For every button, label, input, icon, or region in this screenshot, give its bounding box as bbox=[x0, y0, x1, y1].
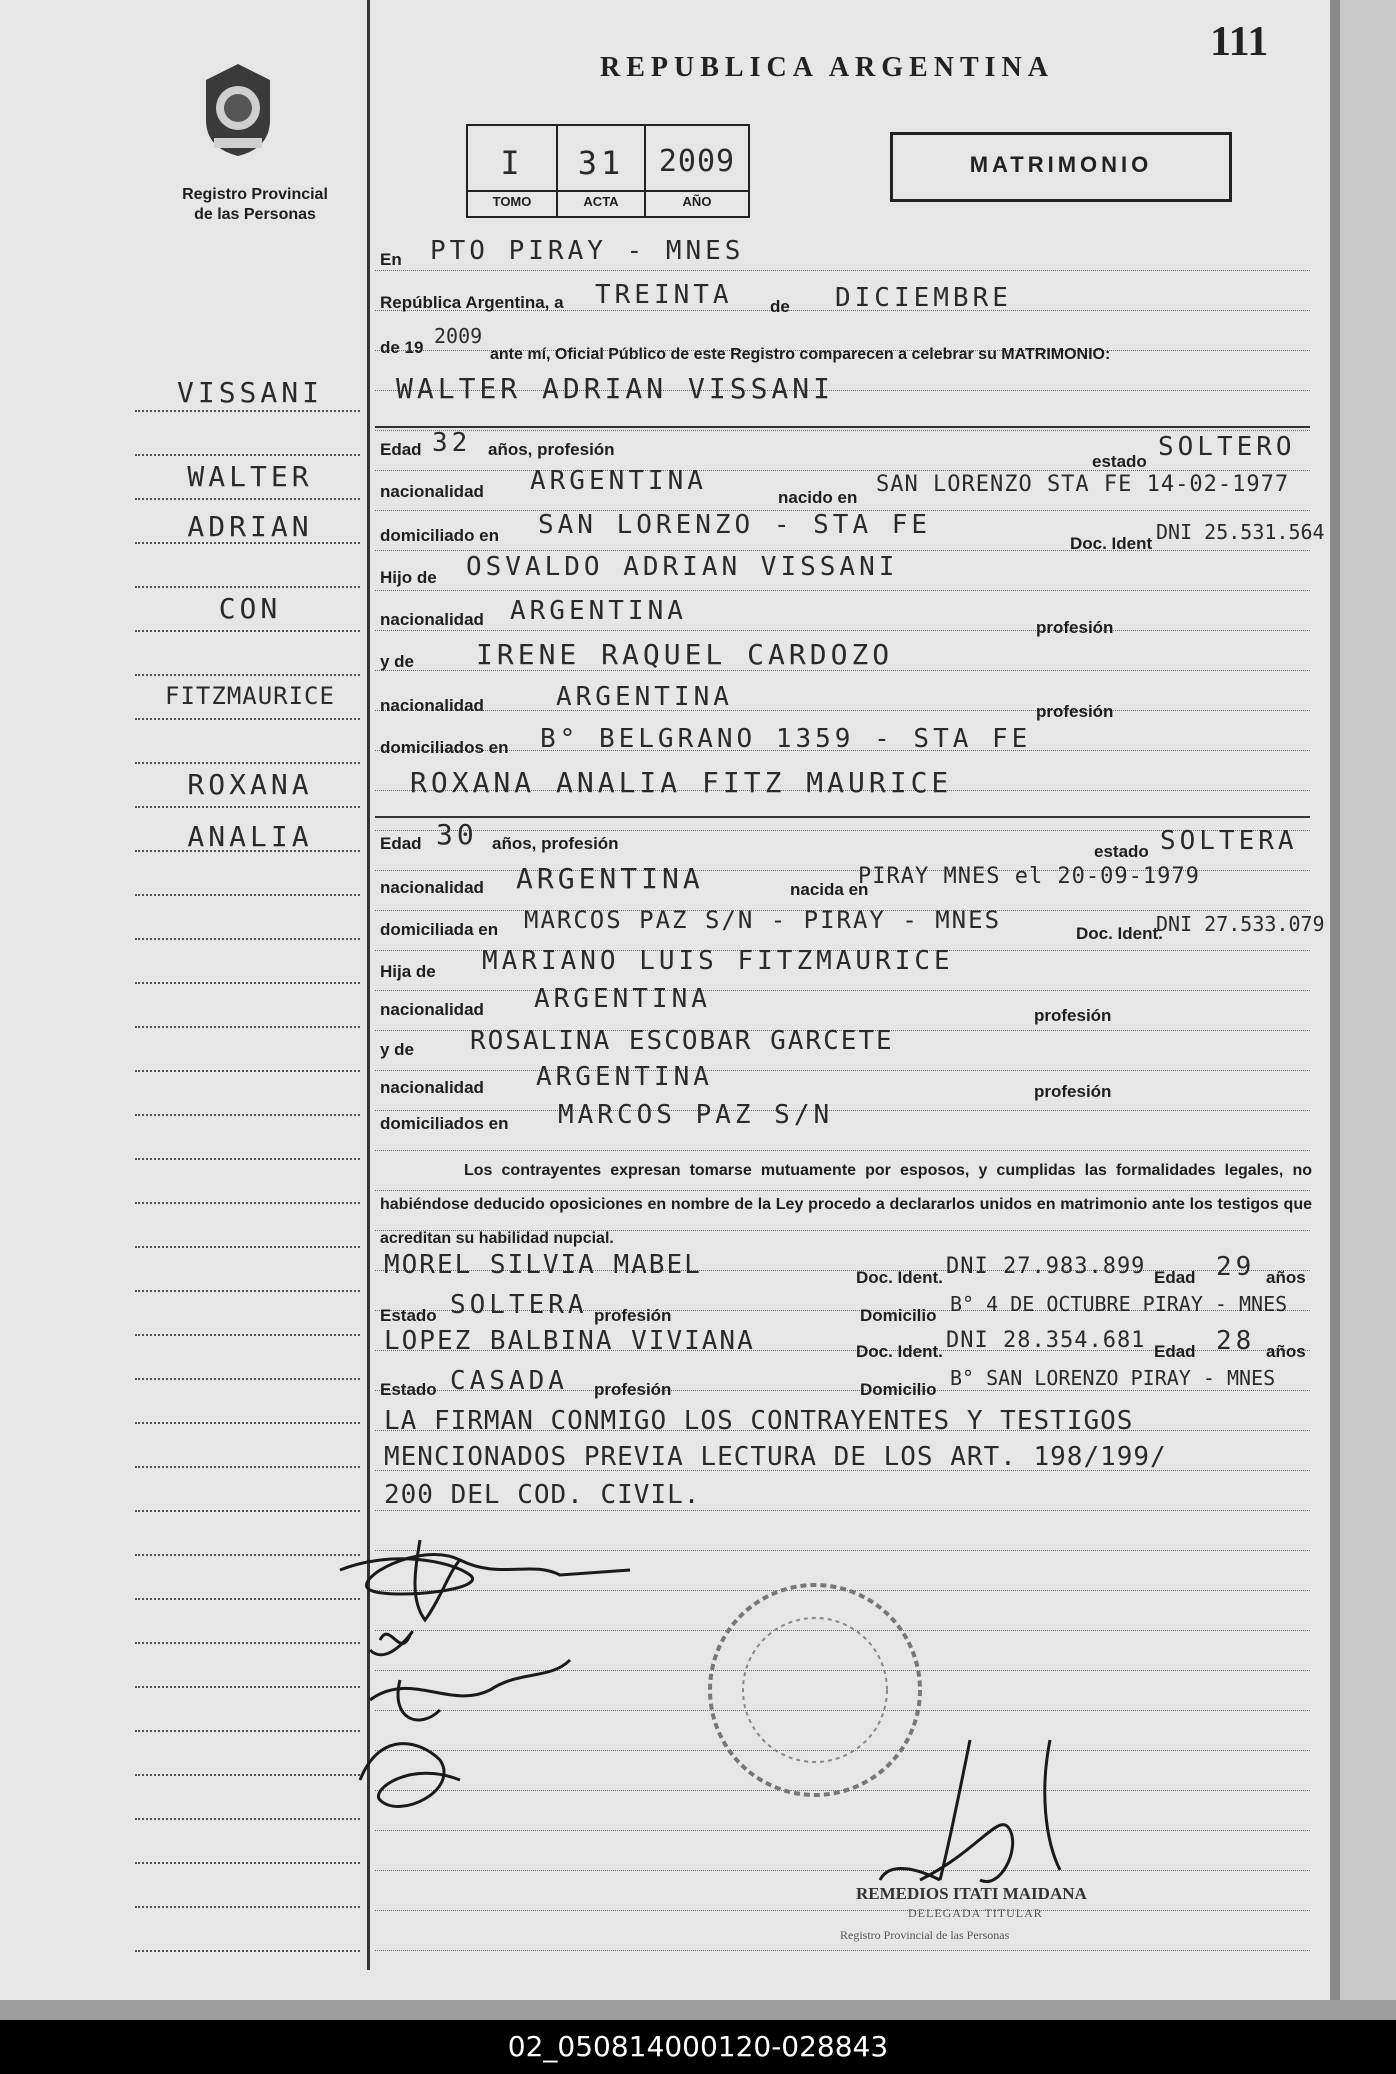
ruled-line bbox=[375, 550, 1310, 551]
groom-age: 32 bbox=[432, 428, 472, 458]
margin-ruled-line bbox=[135, 1598, 360, 1600]
ruled-line bbox=[375, 270, 1310, 271]
margin-ruled-line bbox=[135, 1114, 360, 1116]
bride-nationality: ARGENTINA bbox=[516, 862, 704, 895]
official-name: REMEDIOS ITATI MAIDANA bbox=[856, 1884, 1087, 1903]
bride-mother-nac-label: nacionalidad bbox=[380, 1078, 484, 1097]
country-title: REPUBLICA ARGENTINA bbox=[600, 52, 1054, 83]
witness-2-doc: DNI 28.354.681 bbox=[946, 1328, 1146, 1353]
ruled-line bbox=[375, 1070, 1310, 1071]
bride-mother-nationality: ARGENTINA bbox=[536, 1062, 713, 1092]
groom-name: WALTER ADRIAN VISSANI bbox=[396, 372, 835, 405]
groom-anos-label: años, profesión bbox=[488, 440, 615, 459]
record-box bbox=[466, 124, 750, 218]
groom-father: OSVALDO ADRIAN VISSANI bbox=[466, 552, 899, 582]
declaration-text: Los contrayentes expresan tomarse mutuamente por esposos, y cumplidas las formalidades legales, no habiéndose deducido oposiciones en nombre de la Ley procedo a declararlos unidos en matrimonio ante los testigos que acreditan su habilidad nupcial. bbox=[380, 1162, 1312, 1247]
acta-value: 31 bbox=[577, 144, 625, 182]
anio-label: AÑO bbox=[682, 194, 712, 209]
ruled-line bbox=[375, 1510, 1310, 1511]
bride-doc: DNI 27.533.079 bbox=[1156, 912, 1325, 936]
year-prefix: de 19 bbox=[380, 338, 424, 357]
groom-mother-prof-label: profesión bbox=[1036, 702, 1114, 721]
margin-line: ANALIA bbox=[187, 820, 313, 853]
margin-ruled-line bbox=[135, 1818, 360, 1820]
margin-ruled-line bbox=[135, 1774, 360, 1776]
witness-2-domicile: B° SAN LORENZO PIRAY - MNES bbox=[950, 1366, 1276, 1390]
bride-doc-label: Doc. Ident. bbox=[1076, 924, 1163, 943]
groom-hijo-label: Hijo de bbox=[380, 568, 437, 587]
witness-1-anos-label: años bbox=[1266, 1268, 1306, 1287]
witness-1-dom-label: Domicilio bbox=[860, 1306, 937, 1325]
acta-label: ACTA bbox=[583, 194, 619, 209]
margin-ruled-line bbox=[135, 1862, 360, 1864]
ruled-line bbox=[375, 430, 1310, 431]
signatures bbox=[330, 1530, 650, 1850]
witness-2-estado-label: Estado bbox=[380, 1380, 437, 1399]
ruled-line bbox=[375, 1950, 1310, 1951]
witness-1-domicile: B° 4 DE OCTUBRE PIRAY - MNES bbox=[950, 1292, 1288, 1316]
witness-2-estado: CASADA bbox=[450, 1366, 568, 1396]
margin-line: CON bbox=[218, 592, 282, 625]
margin-ruled-line bbox=[135, 454, 360, 456]
month-value: DICIEMBRE bbox=[835, 283, 1012, 313]
margin-ruled-line bbox=[135, 982, 360, 984]
ruled-line bbox=[375, 470, 1310, 471]
closing-line: LA FIRMAN CONMIGO LOS CONTRAYENTES Y TESTIGOS bbox=[384, 1406, 1134, 1436]
tomo-value: I bbox=[500, 144, 524, 182]
bride-father-prof-label: profesión bbox=[1034, 1006, 1112, 1025]
ruled-line bbox=[375, 990, 1310, 991]
ruled-line bbox=[375, 1910, 1310, 1911]
groom-mother-nationality: ARGENTINA bbox=[556, 682, 733, 712]
bride-mother: ROSALINA ESCOBAR GARCETE bbox=[470, 1026, 894, 1056]
margin-ruled-line bbox=[135, 938, 360, 940]
witness-2-age: 28 bbox=[1216, 1326, 1256, 1356]
groom-doc: DNI 25.531.564 bbox=[1156, 520, 1325, 544]
provincial-crest bbox=[198, 60, 278, 160]
bride-edad-label: Edad bbox=[380, 834, 422, 853]
margin-ruled-line bbox=[135, 1246, 360, 1248]
margin-line: ADRIAN bbox=[187, 510, 313, 543]
margin-line: WALTER bbox=[187, 460, 313, 493]
witness-1-name: MOREL SILVIA MABEL bbox=[384, 1250, 702, 1280]
registry-name: Registro Provincial de las Personas bbox=[182, 186, 328, 223]
groom-estado: SOLTERO bbox=[1158, 432, 1296, 462]
margin-ruled-line bbox=[135, 1554, 360, 1556]
bride-father-nac-label: nacionalidad bbox=[380, 1000, 484, 1019]
margin-ruled-line bbox=[135, 850, 360, 852]
groom-father-prof-label: profesión bbox=[1036, 618, 1114, 637]
margin-ruled-line bbox=[135, 586, 360, 588]
margin-ruled-line bbox=[135, 1334, 360, 1336]
official-office: Registro Provincial de las Personas bbox=[840, 1928, 1010, 1942]
groom-parents-domicile: B° BELGRANO 1359 - STA FE bbox=[540, 724, 1032, 754]
groom-mother-nac-label: nacionalidad bbox=[380, 696, 484, 715]
bride-hija-label: Hija de bbox=[380, 962, 436, 981]
record-type-title: MATRIMONIO bbox=[969, 152, 1153, 177]
groom-yde-label: y de bbox=[380, 652, 415, 671]
ruled-line bbox=[375, 1110, 1310, 1111]
groom-nac-label: nacionalidad bbox=[380, 482, 484, 501]
bride-domicile: MARCOS PAZ S/N - PIRAY - MNES bbox=[524, 906, 1002, 934]
bride-name: ROXANA ANALIA FITZ MAURICE bbox=[410, 766, 953, 799]
page-shadow bbox=[0, 2000, 1396, 2020]
margin-ruled-line bbox=[135, 1730, 360, 1732]
witness-1-estado-label: Estado bbox=[380, 1306, 437, 1325]
bride-mother-prof-label: profesión bbox=[1034, 1082, 1112, 1101]
margin-ruled-line bbox=[135, 1378, 360, 1380]
bride-age: 30 bbox=[436, 818, 478, 851]
bride-parents-dom-label: domiciliados en bbox=[380, 1114, 509, 1133]
year-value: 2009 bbox=[434, 324, 483, 348]
bride-father: MARIANO LUIS FITZMAURICE bbox=[482, 946, 954, 976]
margin-ruled-line bbox=[135, 1202, 360, 1204]
margin-ruled-line bbox=[135, 1950, 360, 1952]
en-label: En bbox=[380, 250, 402, 269]
bride-anos-label: años, profesión bbox=[492, 834, 619, 853]
margin-ruled-line bbox=[135, 1158, 360, 1160]
witness-2-prof-label: profesión bbox=[594, 1380, 672, 1399]
margin-ruled-line bbox=[135, 674, 360, 676]
tomo-label: TOMO bbox=[492, 194, 532, 209]
witness-2-edad-label: Edad bbox=[1154, 1342, 1196, 1361]
groom-parents-dom-label: domiciliados en bbox=[380, 738, 509, 757]
bride-dom-label: domiciliada en bbox=[380, 920, 499, 939]
margin-ruled-line bbox=[135, 1510, 360, 1512]
ruled-line bbox=[375, 710, 1310, 711]
day-value: TREINTA bbox=[595, 280, 733, 310]
groom-nationality: ARGENTINA bbox=[530, 466, 707, 496]
margin-ruled-line bbox=[135, 1290, 360, 1292]
groom-nacido-label: nacido en bbox=[778, 488, 858, 507]
bride-nac-label: nacionalidad bbox=[380, 878, 484, 897]
margin-line: VISSANI bbox=[176, 376, 323, 409]
groom-father-nac-label: nacionalidad bbox=[380, 610, 484, 629]
de-label: de bbox=[770, 297, 790, 316]
folio-number: 111 bbox=[1210, 19, 1269, 65]
margin-line: ROXANA bbox=[187, 768, 313, 801]
bride-father-nationality: ARGENTINA bbox=[534, 984, 711, 1014]
groom-doc-label: Doc. Ident bbox=[1070, 534, 1153, 553]
bride-yde-label: y de bbox=[380, 1040, 415, 1059]
margin-ruled-line bbox=[135, 1422, 360, 1424]
groom-father-nationality: ARGENTINA bbox=[510, 596, 687, 626]
margin-ruled-line bbox=[135, 542, 360, 544]
margin-ruled-line bbox=[135, 630, 360, 632]
margin-ruled-line bbox=[135, 762, 360, 764]
image-id-caption: 02_050814000120-028843 bbox=[507, 2030, 889, 2063]
bride-birthplace: PIRAY MNES el 20-09-1979 bbox=[858, 864, 1200, 889]
margin-ruled-line bbox=[135, 410, 360, 412]
official-signature bbox=[860, 1730, 1120, 1890]
margin-ruled-line bbox=[135, 718, 360, 720]
margin-line: FITZMAURICE bbox=[165, 682, 335, 710]
witness-1-doc-label: Doc. Ident. bbox=[856, 1268, 943, 1287]
witness-2-dom-label: Domicilio bbox=[860, 1380, 937, 1399]
margin-ruled-line bbox=[135, 1466, 360, 1468]
groom-domicile: SAN LORENZO - STA FE bbox=[538, 510, 932, 540]
groom-estado-label: estado bbox=[1092, 452, 1147, 471]
bride-parents-domicile: MARCOS PAZ S/N bbox=[558, 1100, 834, 1130]
witness-2-name: LOPEZ BALBINA VIVIANA bbox=[384, 1326, 755, 1356]
ruled-line bbox=[375, 1150, 1310, 1151]
bride-estado: SOLTERA bbox=[1160, 826, 1298, 856]
ruled-line bbox=[375, 630, 1310, 631]
ruled-line bbox=[375, 1870, 1310, 1871]
witness-1-estado: SOLTERA bbox=[450, 1290, 588, 1320]
margin-ruled-line bbox=[135, 1070, 360, 1072]
margin-ruled-line bbox=[135, 498, 360, 500]
margin-ruled-line bbox=[135, 894, 360, 896]
book-edge bbox=[1330, 0, 1340, 2010]
ruled-line bbox=[375, 590, 1310, 591]
margin-ruled-line bbox=[135, 1026, 360, 1028]
witness-1-doc: DNI 27.983.899 bbox=[946, 1254, 1146, 1279]
republica-label: República Argentina, a bbox=[380, 293, 564, 312]
witness-1-prof-label: profesión bbox=[594, 1306, 672, 1325]
witness-2-anos-label: años bbox=[1266, 1342, 1306, 1361]
margin-ruled-line bbox=[135, 806, 360, 808]
closing-line: MENCIONADOS PREVIA LECTURA DE LOS ART. 198/199/ bbox=[384, 1442, 1167, 1472]
ante-text: ante mí, Oficial Público de este Registro comparecen a celebrar su MATRIMONIO: bbox=[490, 346, 1111, 363]
closing-line: 200 DEL COD. CIVIL. bbox=[384, 1480, 701, 1510]
place-value: PTO PIRAY - MNES bbox=[430, 236, 745, 266]
margin-ruled-line bbox=[135, 1642, 360, 1644]
groom-mother: IRENE RAQUEL CARDOZO bbox=[476, 638, 894, 671]
anio-value: 2009 bbox=[658, 144, 736, 179]
bride-nacida-label: nacida en bbox=[790, 880, 869, 899]
groom-dom-label: domiciliado en bbox=[380, 526, 500, 545]
bride-estado-label: estado bbox=[1094, 842, 1149, 861]
official-title: DELEGADA TITULAR bbox=[908, 1906, 1043, 1920]
groom-edad-label: Edad bbox=[380, 440, 422, 459]
witness-1-edad-label: Edad bbox=[1154, 1268, 1196, 1287]
margin-ruled-line bbox=[135, 1906, 360, 1908]
margin-ruled-line bbox=[135, 1686, 360, 1688]
witness-1-age: 29 bbox=[1216, 1252, 1256, 1282]
groom-birthplace: SAN LORENZO STA FE 14-02-1977 bbox=[876, 472, 1290, 497]
witness-2-doc-label: Doc. Ident. bbox=[856, 1342, 943, 1361]
